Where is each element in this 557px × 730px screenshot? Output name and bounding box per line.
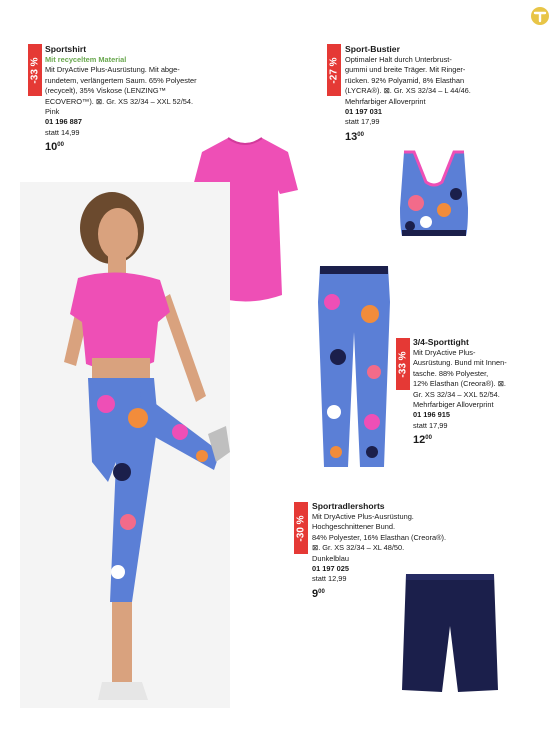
product-description-line: 12% Elasthan (Creora®). ⊠.	[413, 379, 506, 389]
product-description-line: (recycelt), 35% Viskose (LENZING™	[45, 86, 167, 96]
product-description-line: 84% Polyester, 16% Elasthan (Creora®).	[312, 532, 447, 542]
price: $10^{00}$	[45, 141, 64, 154]
discount-badge: -30 %	[294, 502, 308, 554]
radlershorts-image	[400, 570, 500, 695]
product-description-line: rundetem, verlängertem Saum. 65% Polyester	[45, 75, 197, 85]
model-photo	[20, 182, 230, 708]
discount-badge: -27 %	[327, 44, 341, 96]
product-description-line: Mit DryActive Plus-Ausrüstung. Mit abge-	[45, 65, 180, 75]
product-description-line: Gr. XS 32/34 – XXL 52/54.	[413, 389, 500, 399]
product-sport-bustier	[345, 44, 525, 142]
product-description-line: (LYCRA®). ⊠. Gr. XS 32/34 – L 44/46.	[345, 86, 471, 96]
product-description-line: Mit DryActive Plus-Ausrüstung.	[312, 512, 414, 521]
product-highlight: Mit recyceltem Material	[45, 55, 127, 64]
price: $9^{00}$	[312, 587, 325, 600]
product-title: Sportshirt	[45, 44, 87, 54]
product-title: 3/4-Sporttight	[413, 337, 469, 347]
product-title: Sport-Bustier	[345, 44, 400, 54]
product-description-line: Hochgeschnittener Bund.	[312, 522, 395, 532]
product-sporttight	[413, 337, 548, 446]
discount-badge: -33 %	[28, 44, 42, 96]
price: $13^{00}$	[345, 130, 364, 143]
old-price: statt 12,99	[312, 574, 347, 584]
article-number: 01 197 031	[345, 107, 382, 117]
product-title: Sportradlershorts	[312, 501, 385, 511]
old-price: statt 17,99	[413, 420, 448, 430]
product-description-line: Ausrüstung. Bund mit Innen-	[413, 358, 507, 368]
product-description-line: gummi und breite Träger. Mit Ringer-	[345, 65, 466, 75]
product-description-line: Optimaler Halt durch Unterbrust-	[345, 55, 452, 64]
sports-bra-image	[396, 148, 472, 244]
product-description-line: tasche. 88% Polyester,	[413, 368, 489, 378]
product-description-line: rücken. 92% Polyamid, 8% Elasthan	[345, 75, 465, 85]
product-description-line: Dunkelblau	[312, 553, 349, 563]
product-description-line: Mehrfarbiger Alloverprint	[413, 400, 494, 410]
article-number: 01 196 915	[413, 410, 450, 420]
old-price: statt 17,99	[345, 117, 380, 127]
article-number: 01 196 887	[45, 117, 82, 127]
product-description-line: Mit DryActive Plus-	[413, 348, 476, 357]
product-description-line: Pink	[45, 107, 60, 117]
product-description-line: ⊠. Gr. XS 32/34 – XL 48/50.	[312, 543, 405, 553]
sporttight-image	[310, 262, 398, 472]
brand-logo-icon	[530, 6, 550, 26]
product-description-line: Mehrfarbiger Alloverprint	[345, 96, 426, 106]
old-price: statt 14,99	[45, 127, 80, 137]
article-number: 01 197 025	[312, 564, 349, 574]
product-description-line: ECOVERO™). ⊠. Gr. XS 32/34 – XXL 52/54.	[45, 96, 194, 106]
discount-badge: -33 %	[396, 338, 410, 390]
price: $12^{00}$	[413, 434, 432, 447]
